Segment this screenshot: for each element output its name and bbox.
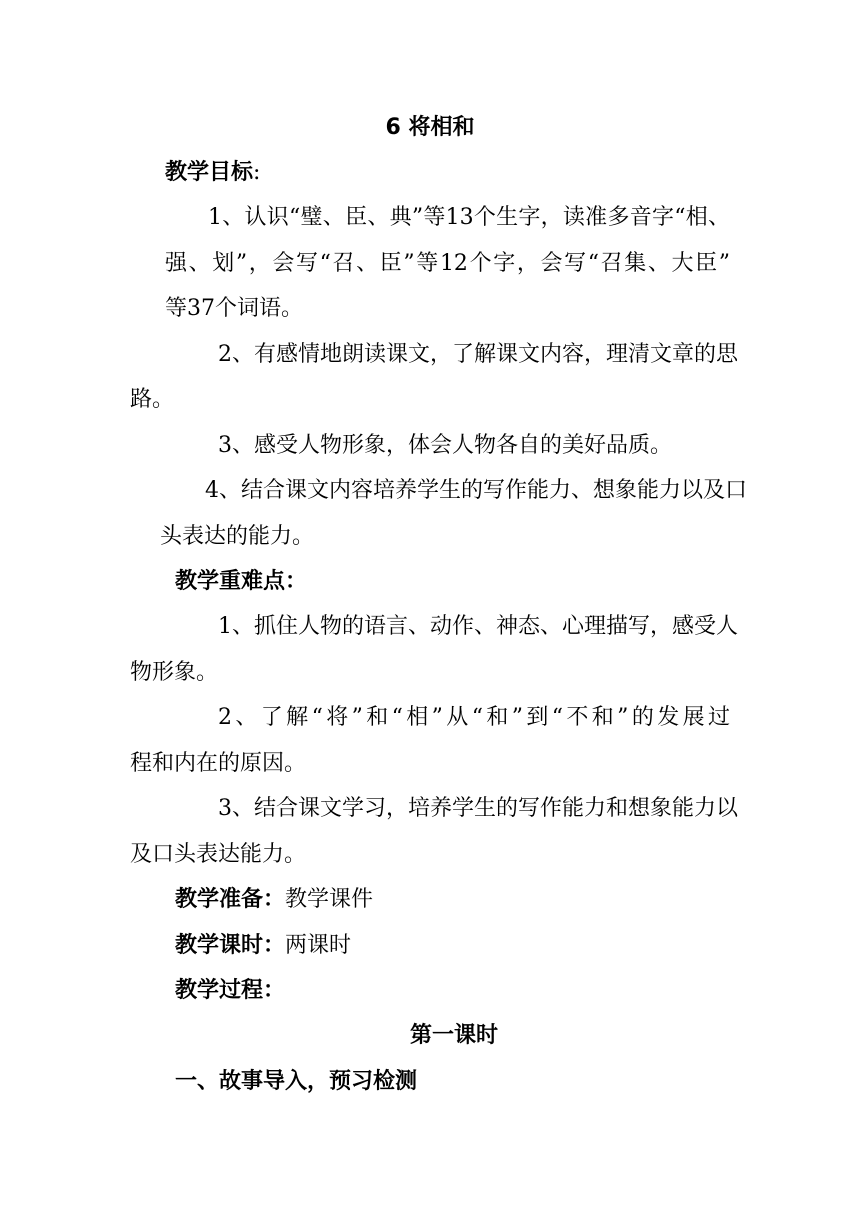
preparation-row (175, 885, 373, 915)
document-title: 6 将相和 (385, 115, 475, 140)
key-point-2-line-2: 程和内在的原因。 (130, 751, 307, 776)
key-point-1-line-2: 物形象。 (130, 660, 219, 685)
objective-1-line-3: 等37个词语。 (165, 296, 303, 321)
objectives-heading-colon: : (253, 160, 261, 185)
objective-3-line-1: 3、感受人物形象，体会人物各自的美好品质。 (218, 433, 672, 458)
objective-1-line-2: 强、划”，会写“召、臣”等12个字，会写“召集、大臣” (165, 251, 730, 276)
key-point-3-line-2: 及口头表达能力。 (130, 842, 307, 867)
objectives-heading (165, 158, 260, 188)
objective-1-line-1: 1、认识“璧、臣、典”等13个生字，读准多音字“相、 (208, 205, 730, 230)
key-point-2-line-1: 2、了解“将”和“相”从“和”到“不和”的发展过 (218, 705, 730, 730)
objective-4-line-2: 头表达的能力。 (160, 524, 315, 549)
key-points-heading: 教学重难点： (175, 569, 308, 594)
objective-2-line-1: 2、有感情地朗读课文，了解课文内容，理清文章的思 (218, 342, 738, 367)
lesson-1-title: 第一课时 (410, 1023, 499, 1048)
lesson-1-section-1-heading: 一、故事导入，预习检测 (175, 1069, 418, 1094)
objectives-heading-label: 教学目标 (165, 160, 254, 185)
hours-value: 两课时 (285, 933, 352, 958)
hours-label: 教学课时： (175, 933, 286, 958)
preparation-label: 教学准备： (175, 887, 286, 912)
key-point-1-line-1: 1、抓住人物的语言、动作、神态、心理描写，感受人 (218, 614, 738, 639)
key-point-3-line-1: 3、结合课文学习，培养学生的写作能力和想象能力以 (218, 796, 738, 821)
objective-4-line-1: 4、结合课文内容培养学生的写作能力、想象能力以及口 (205, 478, 747, 503)
preparation-value: 教学课件 (285, 887, 374, 912)
process-heading: 教学过程： (175, 978, 286, 1003)
objective-2-line-2: 路。 (130, 387, 175, 412)
hours-row (175, 931, 351, 961)
